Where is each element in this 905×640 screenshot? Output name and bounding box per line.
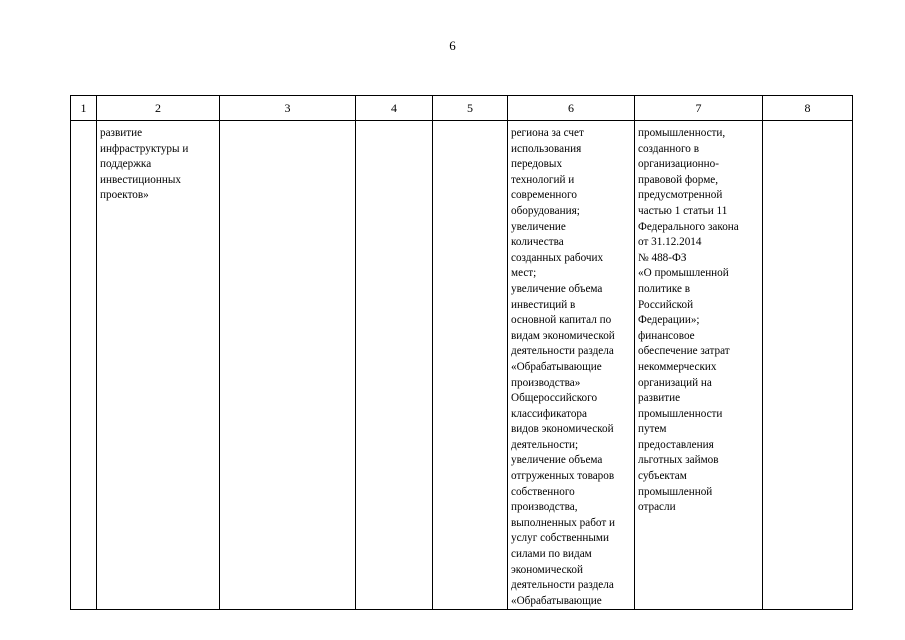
column-header-6: 6	[508, 96, 635, 121]
cell-text-7: промышленности, созданного в организационно- правовой форме, предусмотренной частью 1 статьи 11 Федерального закона от 31.12.2014 № 488-ФЗ «О промышленной политике в Российской Федерации»; финансовое обеспечение затрат некоммерческих организаций на развитие промышленности путем предоставления льготных займов субъектам промышленной отрасли	[638, 127, 739, 514]
table-cell-4	[356, 121, 433, 610]
cell-text-8	[763, 121, 852, 126]
document-table	[70, 95, 853, 610]
column-header-2: 2	[97, 96, 220, 121]
page-number: 6	[449, 38, 456, 53]
cell-text-5	[433, 121, 507, 126]
table-cell-2	[97, 121, 220, 610]
cell-text-1	[71, 121, 96, 126]
table-row	[71, 121, 853, 610]
cell-text-4	[356, 121, 432, 126]
table-cell-1	[71, 121, 97, 610]
column-header-1: 1	[71, 96, 97, 121]
table-cell-5	[433, 121, 508, 610]
table-cell-6	[508, 121, 635, 610]
cell-text-6: региона за счет использования передовых технологий и современного оборудования; увеличение количества созданных рабочих мест; увеличение объема инвестиций в основной капитал по видам экономической деятельности раздела «Обрабатывающие производства» Общероссийского классификатора видов экономической деятельности; увеличение объема отгруженных товаров собственного производства, выполненных работ и услуг собственными силами по видам экономической деятельности раздела «Обрабатывающие	[511, 127, 616, 607]
cell-text-2: развитие инфраструктуры и поддержка инвестиционных проектов»	[100, 127, 189, 202]
column-header-7: 7	[635, 96, 763, 121]
column-header-4: 4	[356, 96, 433, 121]
cell-text-3	[220, 121, 355, 126]
column-header-3: 3	[220, 96, 356, 121]
table-cell-8	[763, 121, 853, 610]
table-cell-3	[220, 121, 356, 610]
table-cell-7	[635, 121, 763, 610]
column-header-8: 8	[763, 96, 853, 121]
table-header-row	[71, 96, 853, 121]
column-header-5: 5	[433, 96, 508, 121]
